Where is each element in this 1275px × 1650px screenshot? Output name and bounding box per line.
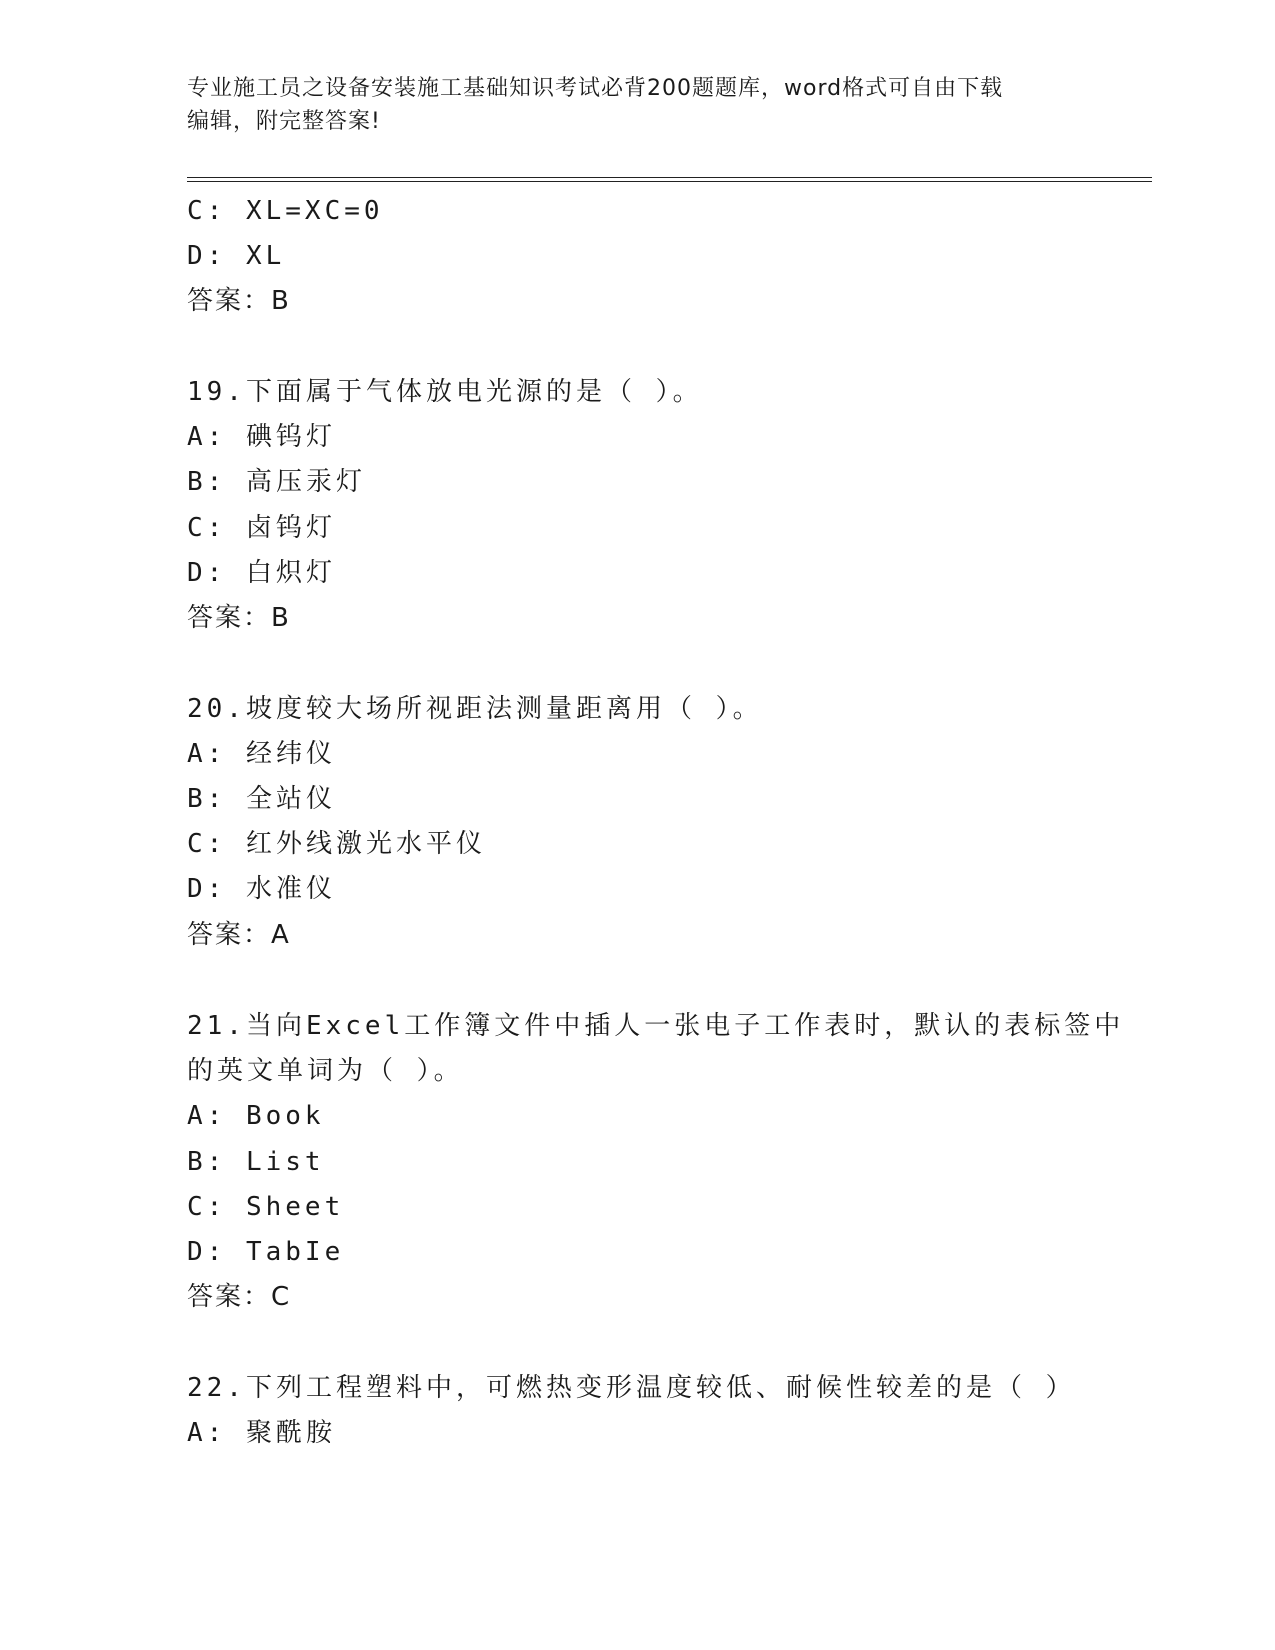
q19-question: 19.下面属于气体放电光源的是（ ）。 [187, 377, 703, 407]
q20-option-c: C: 红外线激光水平仪 [187, 829, 486, 859]
document-header [187, 72, 1087, 138]
q22-option-a: A: 聚酰胺 [187, 1418, 336, 1448]
header-rule-bottom [187, 181, 1152, 182]
q21-option-c: C: Sheet [187, 1192, 345, 1222]
q19-option-d: D: 白炽灯 [187, 558, 336, 588]
q19-option-a: A: 碘钨灯 [187, 422, 336, 452]
q19-option-c: C: 卤钨灯 [187, 513, 336, 543]
q20-question: 20.坡度较大场所视距法测量距离用（ ）。 [187, 694, 763, 724]
q21-question-line-2: 的英文单词为（ ）。 [187, 1056, 464, 1086]
header-title-line-1: 专业施工员之设备安装施工基础知识考试必背200题题库，word格式可自由下载 [187, 76, 1004, 101]
q21-option-b: B: List [187, 1147, 325, 1177]
q20-option-b: B: 全站仪 [187, 784, 336, 814]
q19-answer: 答案：B [187, 603, 291, 633]
q18-answer: 答案：B [187, 286, 291, 316]
q22-question: 22.下列工程塑料中，可燃热变形温度较低、耐候性较差的是（ ） [187, 1373, 1076, 1403]
q21-question-line-1: 21.当向Excel工作簿文件中插人一张电子工作表时，默认的表标签中 [187, 1011, 1125, 1041]
q21-answer: 答案：C [187, 1282, 292, 1312]
q18-option-d: D: XL [187, 241, 286, 271]
header-rule-top [187, 177, 1152, 178]
header-title-line-2: 编辑，附完整答案! [187, 109, 381, 134]
q21-option-d: D: TabIe [187, 1237, 345, 1267]
q19-option-b: B: 高压汞灯 [187, 467, 366, 497]
q18-option-c: C: XL=XC=0 [187, 196, 384, 226]
q21-option-a: A: Book [187, 1101, 325, 1131]
q20-option-a: A: 经纬仪 [187, 739, 336, 769]
q20-answer: 答案：A [187, 920, 291, 950]
q20-option-d: D: 水准仪 [187, 874, 336, 904]
